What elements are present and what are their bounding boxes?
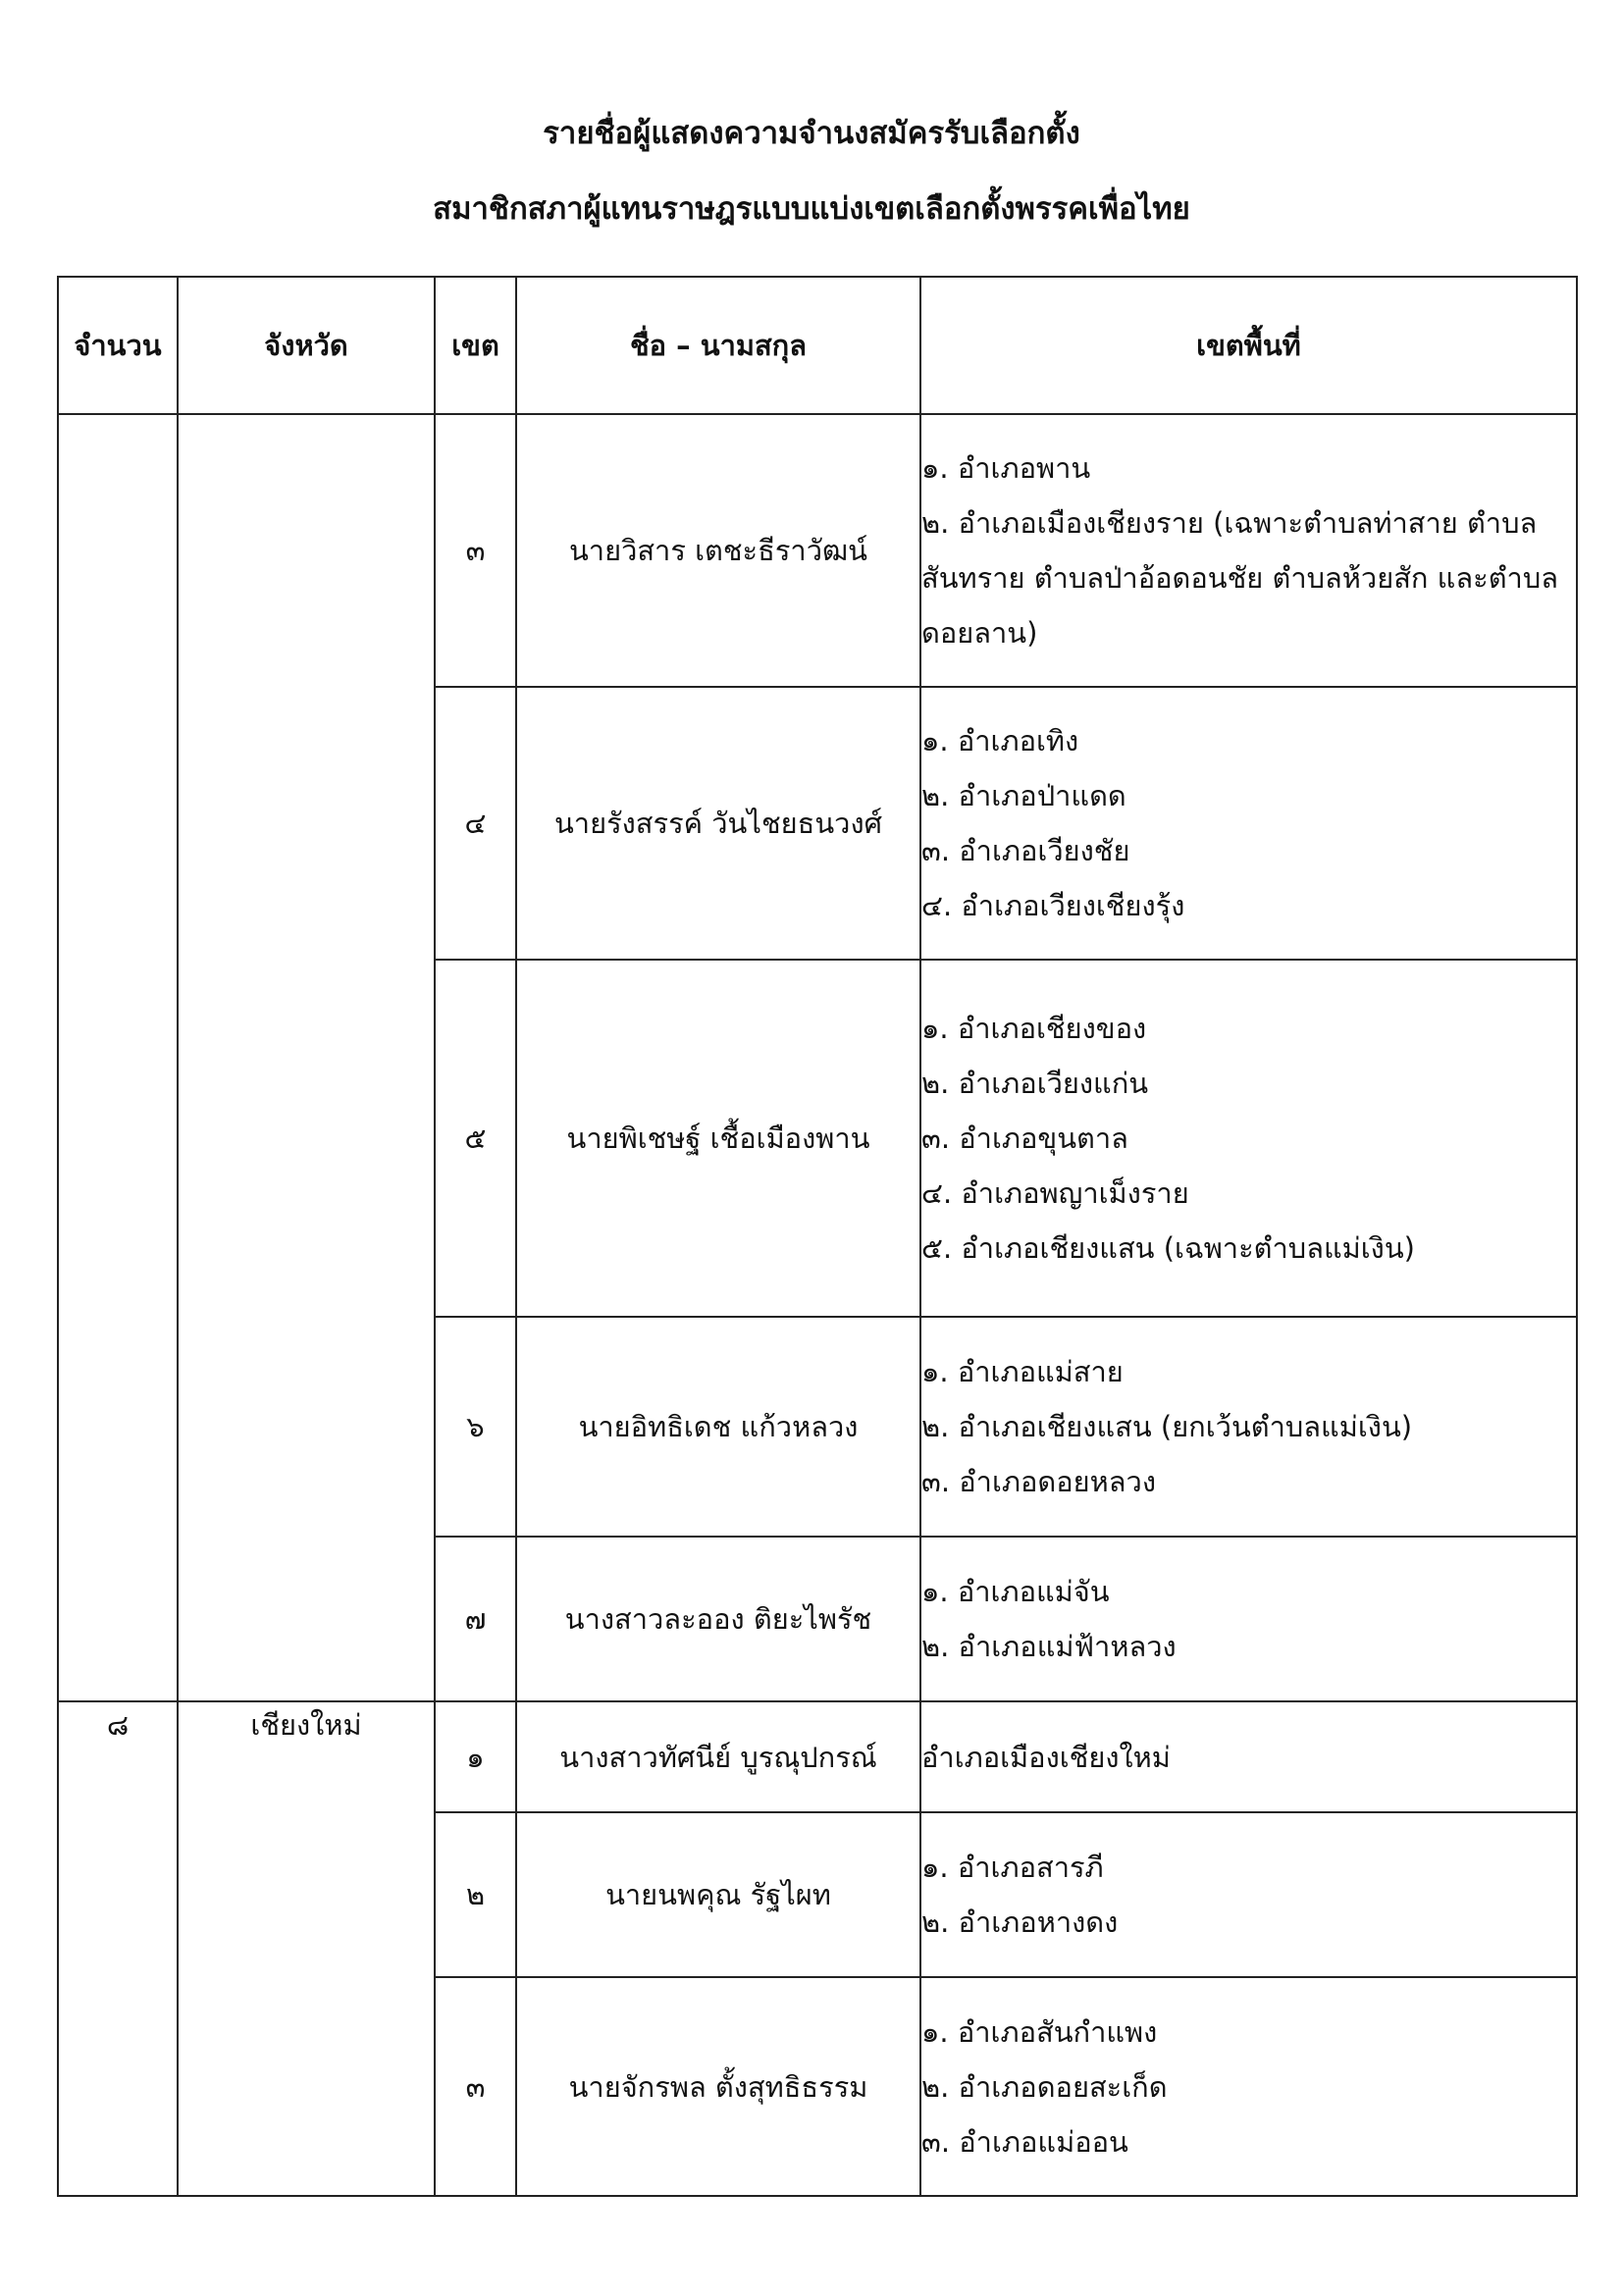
area-item: ๓. อำเภอแม่ออน: [921, 2124, 1128, 2159]
candidate-name-cell: นางสาวทัศนีย์ บูรณุปกรณ์: [516, 1701, 920, 1812]
area-list: [921, 1001, 1576, 1276]
document-title-line1: รายชื่อผู้แสดงความจำนงสมัครรับเลือกตั้ง: [543, 116, 1080, 151]
area-item: ๔. อำเภอพญาเม็งราย: [921, 1176, 1189, 1210]
candidate-name-cell: นายนพคุณ รัฐไผท: [516, 1812, 920, 1977]
area-item: ๒. อำเภอป่าแดด: [921, 779, 1126, 812]
area-list: [921, 1344, 1576, 1509]
district-cell: ๓: [435, 1977, 516, 2196]
area-list: [921, 1564, 1576, 1674]
province-cell: [178, 414, 435, 1701]
area-cell: [920, 1317, 1577, 1537]
header-district: เขต: [435, 277, 516, 414]
area-item: ๑. อำเภอแม่จัน: [921, 1575, 1110, 1608]
district-cell: ๑: [435, 1701, 516, 1812]
area-item: ๑. อำเภอเทิง: [921, 724, 1079, 757]
candidate-name-cell: นายวิสาร เตชะธีราวัฒน์: [516, 414, 920, 687]
candidate-name-cell: นายพิเชษฐ์ เชื้อเมืองพาน: [516, 960, 920, 1317]
area-cell: [920, 687, 1577, 960]
header-province: จังหวัด: [178, 277, 435, 414]
area-item: อำเภอเมืองเชียงใหม่: [921, 1740, 1171, 1774]
area-item: ๒. อำเภอเมืองเชียงราย (เฉพาะตำบลท่าสาย ตำบลสันทราย ตำบลป่าอ้อดอนชัย ตำบลห้วยสัก และตำบลดอยลาน): [921, 506, 1559, 650]
area-item: ๒. อำเภอดอยสะเก็ด: [921, 2069, 1168, 2104]
area-cell: [920, 1537, 1577, 1701]
candidate-name-cell: นายจักรพล ตั้งสุทธิธรรม: [516, 1977, 920, 2196]
area-item: ๓. อำเภอเวียงชัย: [921, 834, 1130, 867]
table-header-row: [58, 277, 1577, 414]
candidate-name-cell: นางสาวละออง ติยะไพรัช: [516, 1537, 920, 1701]
area-item: ๑. อำเภอเชียงของ: [921, 1012, 1147, 1045]
area-item: ๓. อำเภอดอยหลวง: [921, 1465, 1156, 1498]
area-item: ๒. อำเภอหางดง: [921, 1905, 1119, 1939]
area-cell: [920, 1812, 1577, 1977]
candidate-table: [57, 276, 1578, 2197]
area-list: [921, 1730, 1576, 1785]
candidate-name-cell: นายรังสรรค์ วันไชยธนวงศ์: [516, 687, 920, 960]
table-row: [58, 414, 1577, 687]
district-cell: ๓: [435, 414, 516, 687]
district-cell: ๖: [435, 1317, 516, 1537]
area-list: [921, 441, 1576, 660]
area-item: ๔. อำเภอเวียงเชียงรุ้ง: [921, 889, 1185, 922]
header-name: ชื่อ – นามสกุล: [516, 277, 920, 414]
area-item: ๒. อำเภอเชียงแสน (ยกเว้นตำบลแม่เงิน): [921, 1410, 1413, 1443]
candidate-name-cell: นายอิทธิเดช แก้วหลวง: [516, 1317, 920, 1537]
area-item: ๑. อำเภอสารภี: [921, 1851, 1104, 1884]
area-cell: [920, 1977, 1577, 2196]
area-item: ๑. อำเภอสันกำแพง: [921, 2014, 1158, 2049]
area-item: ๒. อำเภอแม่ฟ้าหลวง: [921, 1630, 1177, 1663]
area-list: [921, 2005, 1576, 2169]
area-item: ๑. อำเภอพาน: [921, 451, 1091, 485]
count-cell: ๘: [58, 1701, 178, 2196]
document-title-line2: สมาชิกสภาผู้แทนราษฎรแบบแบ่งเขตเลือกตั้งพรรคเพื่อไทย: [433, 191, 1190, 227]
district-cell: ๔: [435, 687, 516, 960]
table-body: [58, 414, 1577, 2196]
district-cell: ๗: [435, 1537, 516, 1701]
area-item: ๒. อำเภอเวียงแก่น: [921, 1067, 1149, 1100]
province-cell: เชียงใหม่: [178, 1701, 435, 2196]
area-item: ๓. อำเภอขุนตาล: [921, 1122, 1128, 1155]
area-item: ๑. อำเภอแม่สาย: [921, 1355, 1124, 1388]
count-cell: [58, 414, 178, 1701]
area-cell: [920, 414, 1577, 687]
table-row: [58, 1701, 1577, 1812]
area-list: [921, 1840, 1576, 1950]
area-item: ๕. อำเภอเชียงแสน (เฉพาะตำบลแม่เงิน): [921, 1231, 1415, 1265]
area-list: [921, 713, 1576, 933]
area-cell: [920, 1701, 1577, 1812]
header-area: เขตพื้นที่: [920, 277, 1577, 414]
district-cell: ๒: [435, 1812, 516, 1977]
header-count: จำนวน: [58, 277, 178, 414]
area-cell: [920, 960, 1577, 1317]
district-cell: ๕: [435, 960, 516, 1317]
